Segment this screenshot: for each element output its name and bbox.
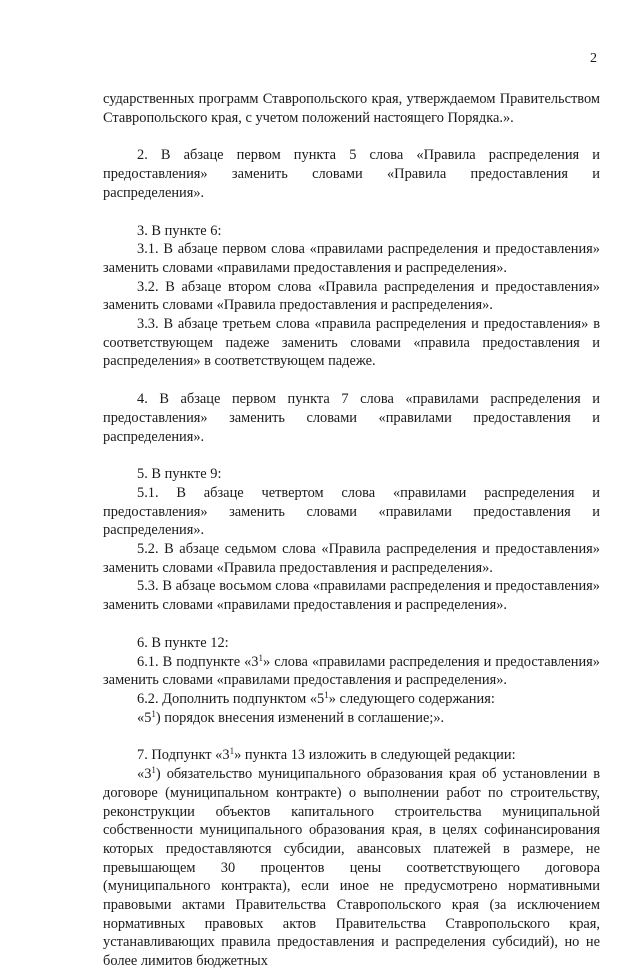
superscript: 1 [258,652,263,663]
paragraph-5-3 [103,577,600,614]
paragraph-7-q [103,765,600,971]
paragraph-text: 6.1. В подпункте «3 [137,653,259,670]
paragraph-3 [103,222,600,241]
paragraph-text: 5.1. В абзаце четвертом слова «правилами распределения и предоставления» заменить словами «правилами предоставления и распределения». [103,484,600,539]
paragraph-3-2 [103,278,600,315]
paragraph-text: 6.2. Дополнить подпунктом «5 [137,690,325,707]
paragraph-text: 2. В абзаце первом пункта 5 слова «Правила распределения и предоставления» заменить словами «Правила предоставления и распределения». [103,147,600,201]
paragraph-text: 4. В абзаце первом пункта 7 слова «правилами распределения и предоставления» заменить словами «правилами предоставления и распределения». [103,391,600,445]
paragraph-text: 6. В пункте 12: [137,634,229,651]
paragraph-3-3 [103,315,600,371]
paragraph-text: 3. В пункте 6: [137,222,222,239]
document-body [103,90,600,971]
paragraph-text: 5.2. В абзаце седьмом слова «Правила распределения и предоставления» заменить словами «Правила предоставления и распределения». [103,541,600,576]
paragraph-6-2-q [103,709,600,728]
paragraph-text: ) порядок внесения изменений в соглашение;». [155,709,445,726]
superscript: 1 [151,708,156,719]
paragraph-text: 5.3. В абзаце восьмом слова «правилами распределения и предоставления» заменить словами «правилами предоставления и распределения». [103,578,600,614]
superscript: 1 [229,746,235,757]
paragraph-text: » пункта 13 изложить в следующей редакции: [234,747,516,764]
paragraph-text: 7. Подпункт «3 [137,747,230,764]
superscript: 1 [324,689,329,700]
paragraph-2 [103,146,600,202]
page-number: 2 [590,51,597,66]
paragraph-text: «3 [137,766,152,783]
paragraph-6-1 [103,653,600,690]
paragraph-cont [103,90,600,127]
paragraph-text: » слова «правилами распределения и предоставления» заменить словами «правилами предоставления и распределения». [103,653,600,689]
paragraph-text: сударственных программ Ставропольского края, утверждаемом Правительством Ставропольского края, с учетом положений настоящего Порядка.». [103,91,600,126]
paragraph-5-1 [103,484,600,540]
paragraph-5 [103,465,600,484]
paragraph-text: 3.1. В абзаце первом слова «правилами распределения и предоставления» заменить словами «правилами предоставления и распределения». [103,241,600,276]
paragraph-6 [103,634,600,653]
paragraph-text: 5. В пункте 9: [137,466,222,483]
paragraph-5-2 [103,540,600,577]
paragraph-7 [103,746,600,765]
paragraph-text: «5 [137,709,152,726]
paragraph-4 [103,390,600,446]
paragraph-text: ) обязательство муниципального образования края об установлении в договоре (муниципальном контракте) о выполнении работ по строительству, реконструкции объектов капитального строительства муниципальной собственности муниципального образования края, в целях софинансирования которых предоставляются субсидии, авансовых платежей в размере, не превышающем 30 процентов цены соответствующего договора (муниципального контракта), если иное не предусмотрено нормативными правовыми актами Правительства Ставропольского края (за исключением нормативных правовых актов Правительства Ставропольского края, устанавливающих правила предоставления и распределения субсидий), но не более лимитов бюджетных [103,766,600,970]
paragraph-text: 3.3. В абзаце третьем слова «правила распределения и предоставления» в соответствующем падеже заменить словами «правила предоставления и распределения» в соответствующем падеже. [103,316,600,370]
paragraph-text: » следующего содержания: [328,690,495,707]
paragraph-3-1 [103,240,600,277]
paragraph-6-2 [103,690,600,709]
paragraph-text: 3.2. В абзаце втором слова «Правила распределения и предоставления» заменить словами «Правила предоставления и распределения». [103,278,600,314]
superscript: 1 [151,765,156,776]
